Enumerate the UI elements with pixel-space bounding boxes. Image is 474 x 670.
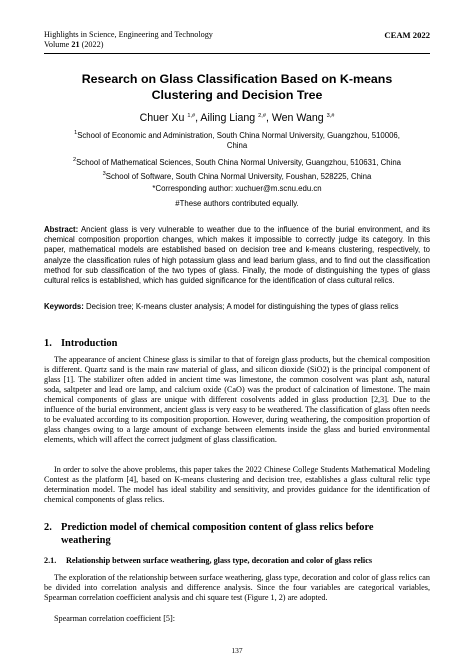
author-name: Chuer Xu	[139, 112, 185, 124]
abstract-label: Abstract:	[44, 225, 79, 234]
author-affiliation-marker: 2,#	[258, 113, 266, 119]
affiliation-2: $^2$School of Mathematical Sciences, South China Normal University, Guangzhou, 510631, China	[72, 157, 402, 167]
affiliation-1: $^1$School of Economic and Administration, South China Normal University, Guangzhou, 510006, China	[74, 130, 400, 151]
page-number: 137	[231, 646, 243, 655]
section-1-heading: 1. Introduction	[44, 338, 118, 349]
paper-title: Research on Glass Classification Based on K-means Clustering and Decision Tree	[81, 72, 393, 102]
paragraph: In order to solve the above problems, this paper takes the 2022 Chinese College Students Mathematical Modeling Contest as the platform [4], based on K-means clustering and decision tree, establishes a glass cultural relic type determination model. The model has ideal stability and sensitivity, and provides guidance for the identification of chemical components of glass relics.	[44, 465, 430, 504]
paragraph: Spearman correlation coefficient [5]:	[54, 614, 176, 623]
author-name: Wen Wang	[271, 112, 324, 124]
volume-number: 21	[71, 40, 80, 49]
keywords	[44, 302, 430, 312]
journal-name: Highlights in Science, Engineering and Technology	[44, 30, 213, 39]
author-affiliation-marker: 3,#	[326, 113, 335, 119]
subsection-2-1-heading: 2.1. Relationship between surface weathering, glass type, decoration and color of glass relics	[44, 556, 373, 565]
abstract	[44, 225, 430, 286]
paragraph: The exploration of the relationship between surface weathering, glass type, decoration and color of glass relics can be divided into correlation analysis and difference analysis. Since the four variables are categorical variables, Spearman correlation coefficient analysis and chi square test (Figure 1, 2) are adopted.	[44, 573, 430, 602]
corresponding-author: *Corresponding author: xuchuer@m.scnu.edu.cn	[152, 184, 322, 193]
affiliation-3: $^3$School of Software, South China Normal University, Foushan, 528225, China	[102, 171, 372, 181]
paragraph: The appearance of ancient Chinese glass is similar to that of foreign glass products, but the chemical composition is different. Quartz sand is the main raw material of glass, and silicon dioxide (SiO2) is the principal component of glass [1]. The stabilizer often added in ancient time was limestone, the common cosolvent was plant ash, natural soda, saltpeter and lead ore lamp, and calcium oxide (CaO) was the product of calcination of limestone. The main chemical components of glass are unique with different cosolvents added in glass production [2,3]. Due to the influence of the burial environment, ancient glass is very easy to be weathered. The classification of glass often needs to be evaluated according to its composition proportion. However, during weathering, the composition proportion of glass changes owing to a large amount of exchange between elements inside the glass and buried environmental elements, which will affect the correct judgment of glass classification.	[44, 355, 430, 444]
keywords-text: Decision tree; K-means cluster analysis; A model for distinguishing the types of glass relics	[83, 302, 399, 311]
author-name: Ailing Liang	[200, 112, 256, 124]
author-affiliation-marker: 1,#	[187, 113, 196, 119]
section-2-heading-cont: weathering	[61, 535, 111, 546]
section-2-heading: 2. Prediction model of chemical composition content of glass relics before	[44, 522, 374, 533]
running-header	[44, 30, 213, 50]
header-divider	[44, 53, 430, 54]
volume-line: Volume 21 (2022)	[44, 40, 104, 49]
keywords-label: Keywords:	[44, 302, 84, 311]
conference-name: CEAM 2022	[384, 30, 430, 40]
author-list: Chuer Xu $^{1,\#}$, Ailing Liang $^{2,\#}$, Wen Wang $^{3,\#}$	[139, 112, 335, 124]
abstract-text: Ancient glass is very vulnerable to weather due to the influence of the burial environment, and its chemical composition proportion changes, which makes it impossible to correctly judge its category. In this paper, mathematical models are established based on decision tree and k-means clustering, respectively, to analyze the classification rules of high potassium glass and lead barium glass, and to find out the classification method for sub classification of the two types of glass. Finally, the mode of distinguishing the types of glass cultural relics is established, which has guided significance for the identification of class cultural relics.	[44, 225, 430, 286]
equal-contribution-note: #These authors contributed equally.	[175, 199, 299, 208]
